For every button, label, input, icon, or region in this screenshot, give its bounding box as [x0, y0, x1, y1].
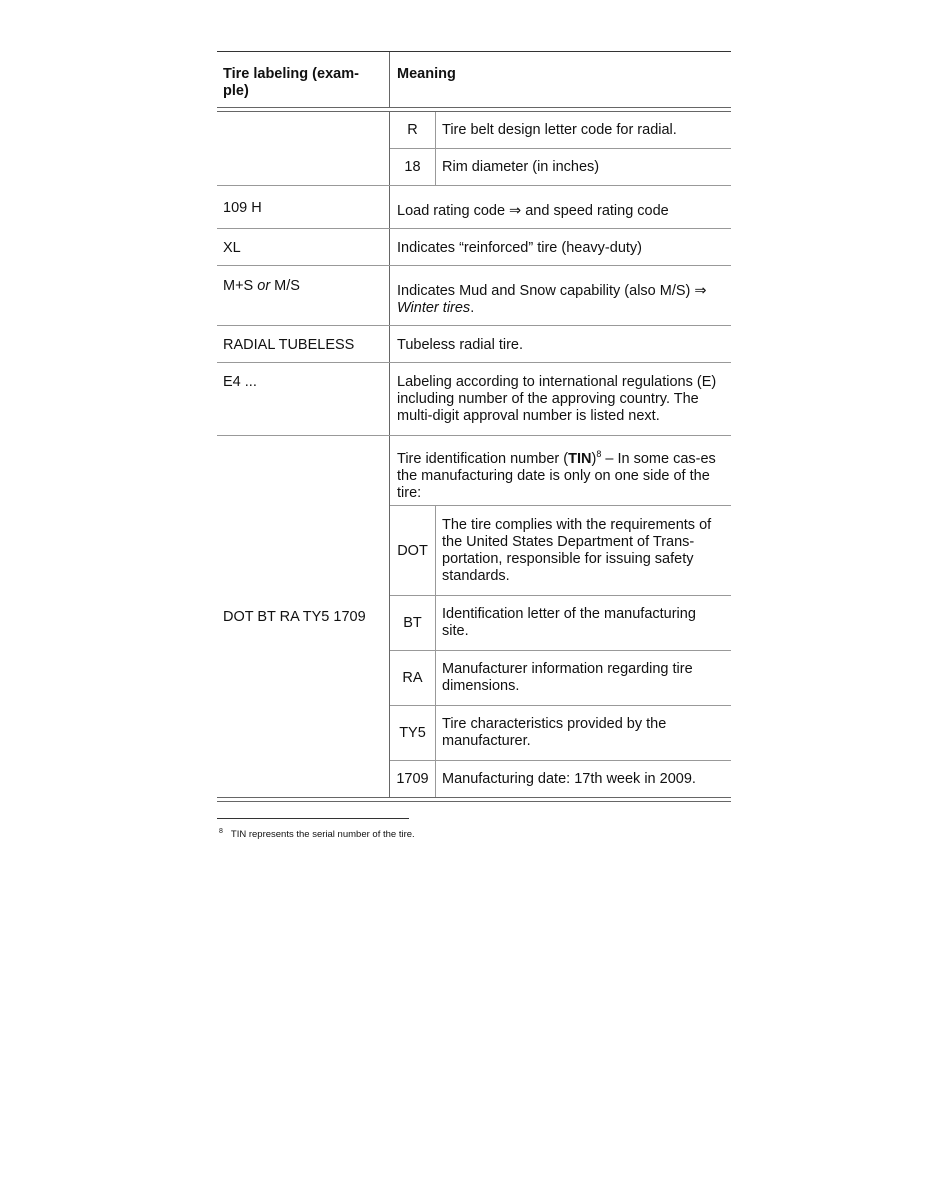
tin-intro-text: – In some cas-es the manufacturing date is only on one side of the tire:	[397, 450, 716, 501]
header-meaning: Meaning	[397, 66, 456, 82]
tin-intro	[390, 436, 731, 506]
table-row	[217, 326, 731, 363]
sub-row	[390, 506, 731, 596]
footnote	[219, 828, 415, 840]
label-part: M/S	[270, 278, 300, 294]
sub-row	[390, 761, 731, 797]
sub-key: TY5	[390, 706, 436, 760]
sub-row	[390, 596, 731, 651]
sub-key: BT	[390, 596, 436, 650]
label-cell: E4 ...	[217, 363, 390, 435]
sub-key: 18	[390, 149, 436, 185]
tire-labeling-table	[217, 51, 731, 802]
sub-value: Manufacturer information regarding tire dimensions.	[442, 661, 693, 694]
meaning-cell-tin	[390, 436, 731, 797]
sub-key: 1709	[390, 761, 436, 797]
sub-key: DOT	[390, 506, 436, 595]
meaning-cell: Load rating code ⇒ and speed rating code	[397, 203, 669, 219]
winter-tires-link-text: Winter tires	[397, 300, 471, 316]
table-bottom-rule	[217, 797, 731, 802]
tin-intro-text: Tire identification number (	[397, 450, 569, 467]
footnote-text: TIN represents the serial number of the tire.	[230, 829, 415, 841]
label-cell-tin: DOT BT RA TY5 1709	[217, 436, 390, 797]
label-cell: XL	[217, 229, 390, 265]
sub-key: RA	[390, 651, 436, 705]
sub-value: Tire characteristics provided by the manufacturer.	[442, 716, 667, 749]
table-row	[217, 186, 731, 229]
meaning-period: .	[470, 300, 475, 316]
table-row	[217, 363, 731, 436]
table-row	[217, 266, 731, 326]
label-or: or	[257, 278, 271, 294]
header-tire-labeling: Tire labeling (exam- ple)	[217, 52, 390, 107]
meaning-cell-size-parts	[390, 112, 731, 185]
label-cell	[217, 266, 390, 325]
tin-abbrev: TIN	[568, 450, 592, 467]
meaning-cell: Tubeless radial tire.	[397, 337, 523, 353]
meaning-cell: Labeling according to international regulations (E) including number of the approving country. The multi-digit approval number is listed next.	[397, 374, 717, 424]
sub-row	[390, 149, 731, 185]
label-cell: 109 H	[217, 186, 390, 228]
footnote-number: 8	[219, 828, 223, 835]
table-row	[217, 229, 731, 266]
table-header	[217, 52, 731, 107]
sub-value: Tire belt design letter code for radial.	[442, 121, 677, 138]
table-row-tin	[217, 436, 731, 797]
tin-intro-text: )	[591, 450, 597, 467]
label-cell: RADIAL TUBELESS	[217, 326, 390, 362]
label-part: M+S	[223, 278, 258, 294]
sub-row	[390, 112, 731, 149]
sub-value: Manufacturing date: 17th week in 2009.	[442, 770, 696, 787]
sub-key: R	[390, 112, 436, 148]
meaning-cell	[390, 266, 731, 325]
meaning-text: Indicates Mud and Snow capability (also M/S) ⇒	[397, 283, 707, 299]
sub-row	[390, 651, 731, 706]
footnote-ref: 8	[596, 449, 602, 459]
sub-value: Rim diameter (in inches)	[442, 158, 600, 175]
meaning-cell: Indicates “reinforced” tire (heavy-duty)	[397, 240, 642, 256]
sub-row	[390, 706, 731, 761]
sub-value: The tire complies with the requirements of the United States Department of Trans-portation, responsible for issuing safety standards.	[442, 516, 712, 584]
label-cell-empty	[217, 112, 390, 185]
sub-value: Identification letter of the manufacturing site.	[442, 606, 696, 639]
table-row-size-parts	[217, 112, 731, 186]
footnote-separator	[217, 818, 409, 819]
